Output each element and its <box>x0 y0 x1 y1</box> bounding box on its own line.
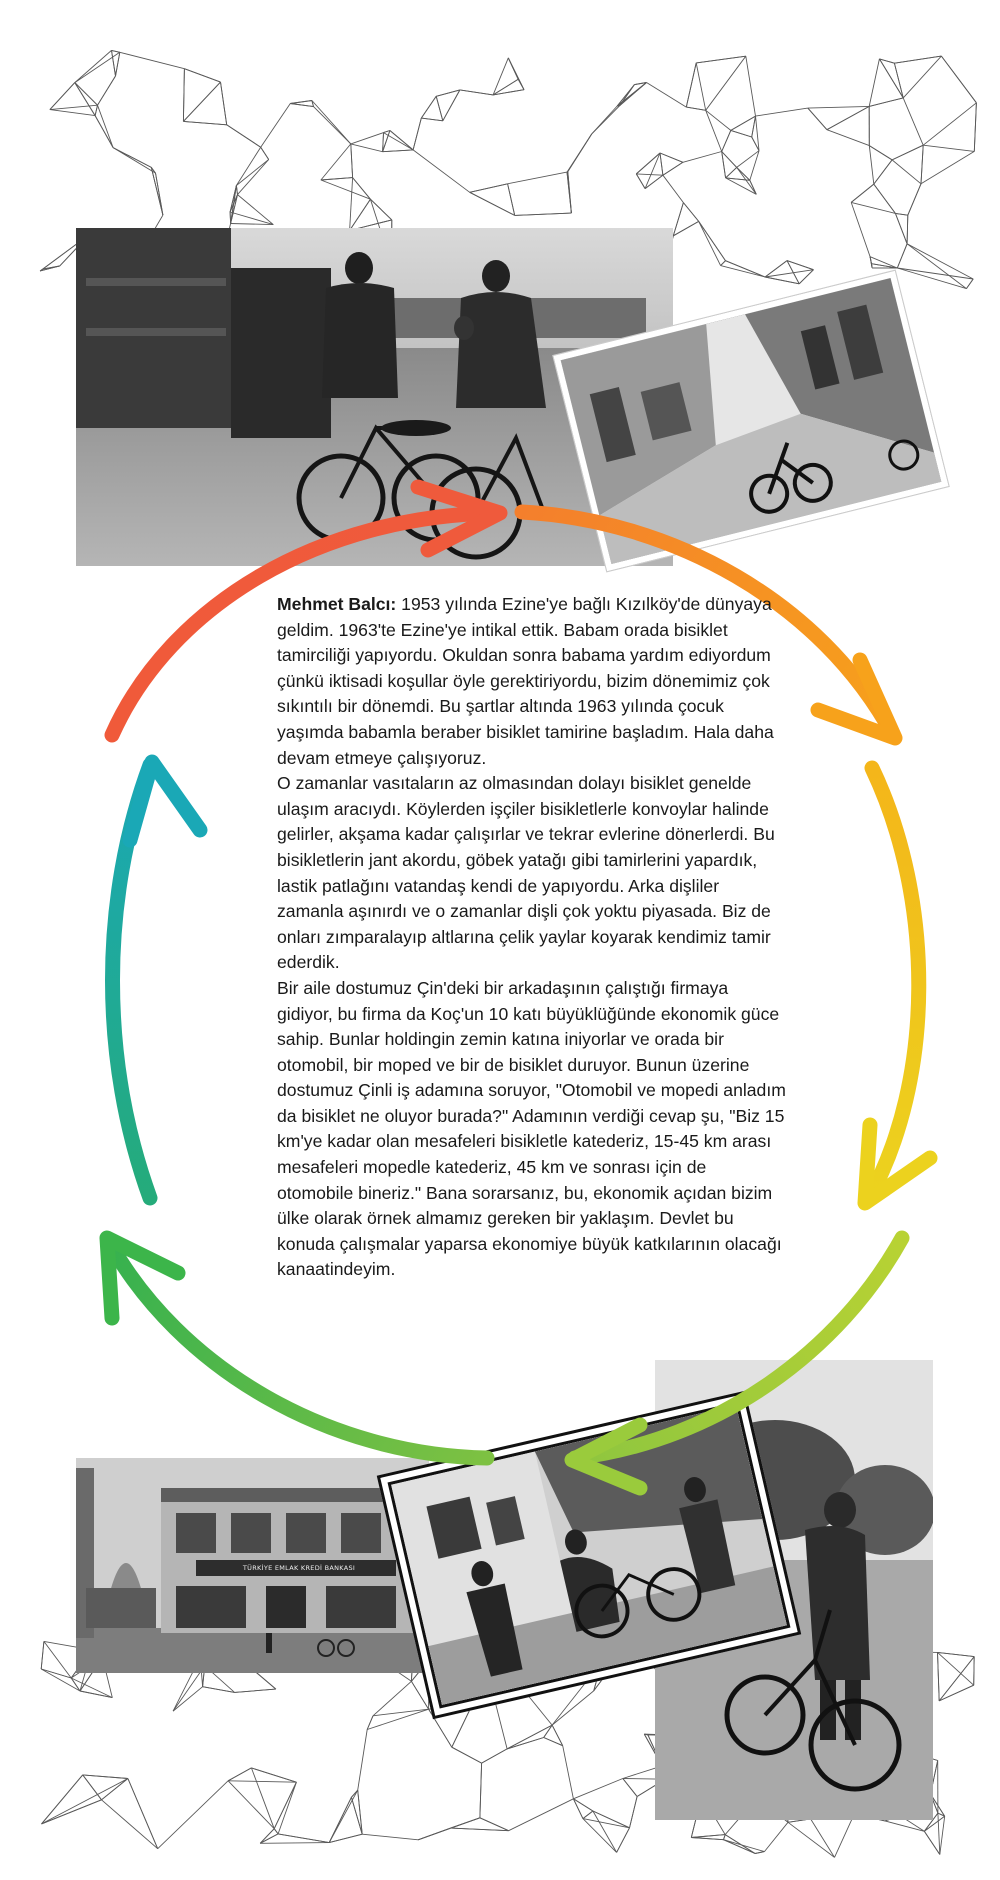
shop-sign-label: TÜRKİYE EMLAK KREDİ BANKASI <box>242 1564 356 1572</box>
story-paragraph-3: Bir aile dostumuz Çin'deki bir arkadaşının çalıştığı firmaya gidiyor, bu firma da Koç'un 10 katı büyüklüğünde ekonomik güce sahip. Bunlar holdingin zemin katına iniyorlar ve orada bir otomobil, bir moped ve bir de bisiklet duruyor. Bunun üzerine dostumuz Çinli iş adamına soruyor, "Otomobil ve mopedi anladım da bisiklet ne oluyor burada?" Adamının verdiği cevap şu, "Biz 15 km'ye kadar olan mesafeleri bisikletle katederiz, 15-45 km arası mesafeleri mopedle katederiz, 45 km ve sonrası için de otomobile bineriz." Bana sorarsanız, bu, ekonomik açıdan bizim ülke olarak örnek almamız gereken bir yaklaşım. Devlet bu konuda çalışmalar yaparsa ekonomiye büyük katkılarının olacağı kanaatindeyim. <box>277 977 791 1280</box>
story-paragraph-2: O zamanlar vasıtaların az olmasından dolayı bisiklet genelde ulaşım aracıydı. Köylerden işçiler bisikletlerle konvoylar halinde gelirler, akşama kadar çalışırlar ve tekrar evlerine dönerlerdi. Bu bisikletlerin jant akordu, göbek yatağı gibi tamirlerini yapardık, lastik patlağını vatandaş kendi de yapıyordu. Arka dişliler zamanla aşınırdı ve o zamanlar dişli çok yoktu piyasada. Biz de onları zımparalayıp altlarına çelik yaylar koyarak kendimiz tamir ederdik. <box>277 773 780 973</box>
speaker-name: Mehmet Balcı: <box>277 594 397 614</box>
story-text <box>277 592 791 1283</box>
story-paragraph-1: 1953 yılında Ezine'ye bağlı Kızılköy'de dünyaya geldim. 1963'te Ezine'ye intikal ettik. Babam orada bisiklet tamirciliği yapıyordu. Okuldan sonra babama yardım ediyordum çünkü iktisadi koşullar öyle gerektiriyordu, bizim dönemimiz çok sıkıntılı bir dönemdi. Bu şartlar altında 1963 yılında çocuk yaşımda babamla beraber bisiklet tamirine başladım. Hala daha devam etmeye çalışıyoruz. <box>277 594 779 768</box>
arrow-green-head <box>107 1238 178 1318</box>
